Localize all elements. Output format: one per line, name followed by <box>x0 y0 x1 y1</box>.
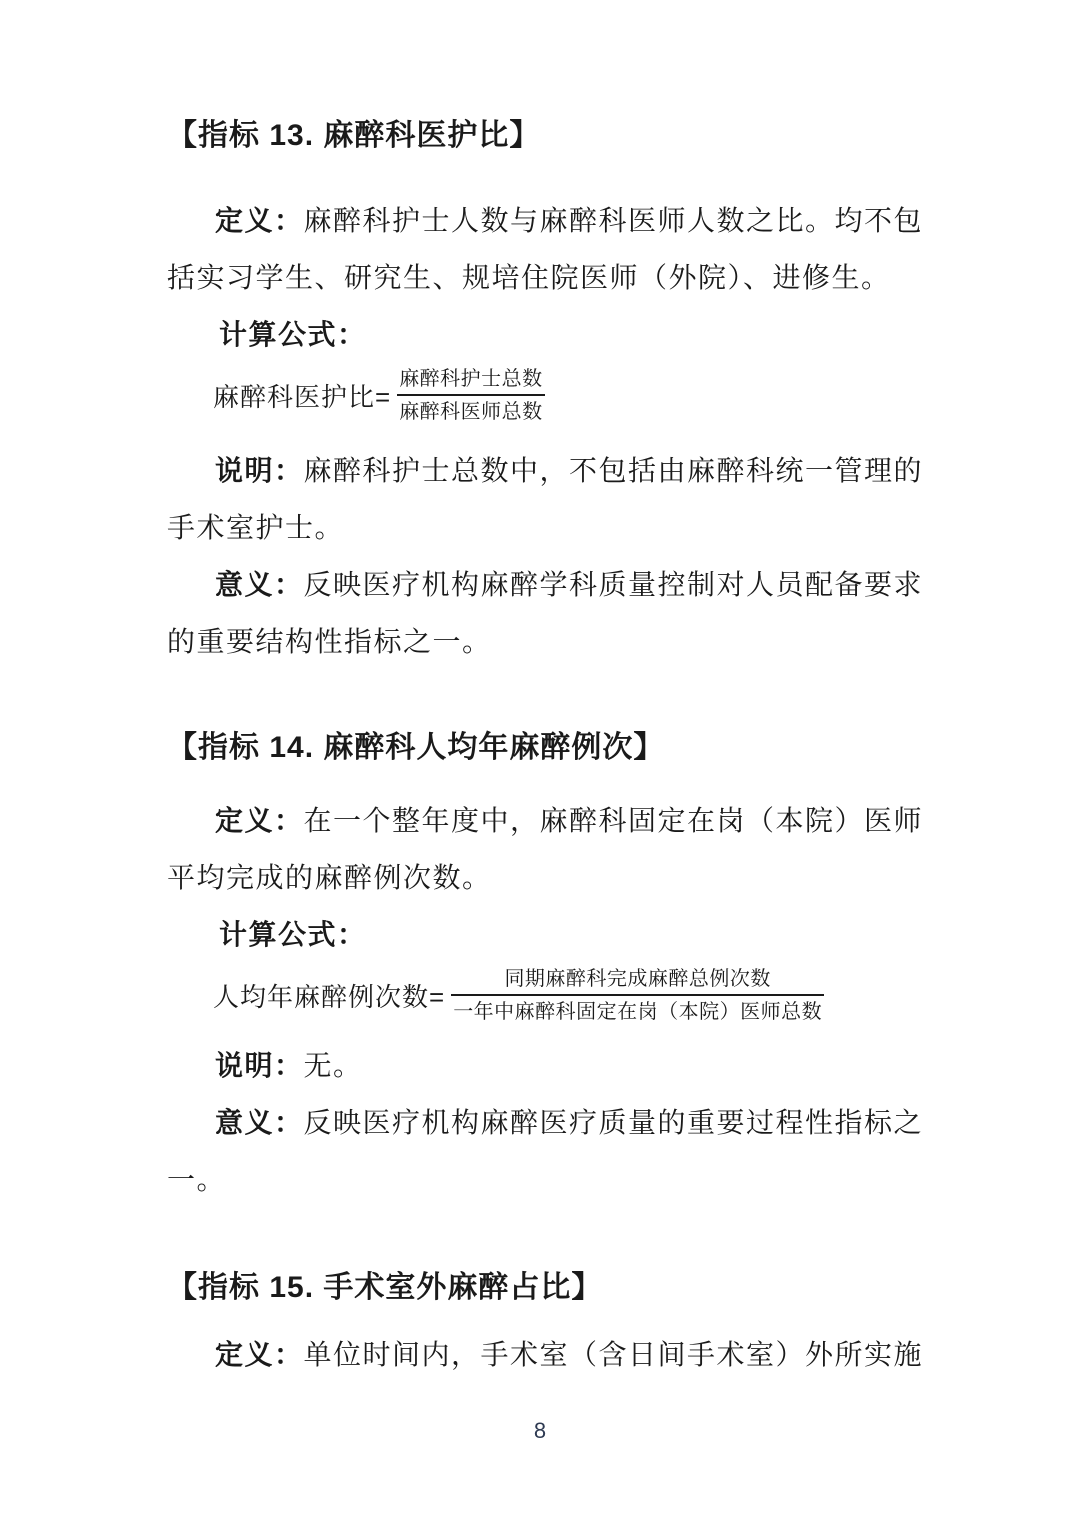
indicator-14-note <box>167 1037 932 1094</box>
note-line <box>167 1037 932 1094</box>
page-number: 8 <box>533 1418 547 1443</box>
formula-label: 计算公式： <box>219 919 367 950</box>
definition-line: 括实习学生、研究生、规培住院医师（外院）、进修生。 <box>167 262 891 293</box>
definition-label: 定义： <box>215 1339 304 1370</box>
fraction-denominator: 一年中麻醉科固定在岗（本院）医师总数 <box>453 1000 823 1023</box>
fraction-numerator: 麻醉科护士总数 <box>399 367 543 390</box>
note-text: 麻醉科护士总数中，不包括由麻醉科统一管理的 <box>303 455 924 486</box>
indicator-15-section <box>167 1264 932 1383</box>
definition-text: 麻醉科护士人数与麻醉科医师人数之比。均不包 <box>303 205 924 236</box>
fraction <box>451 966 824 1025</box>
significance-label: 意义： <box>215 569 304 600</box>
definition-text: 单位时间内，手术室（含日间手术室）外所实施 <box>303 1339 924 1370</box>
indicator-14-formula <box>167 965 932 1025</box>
formula-lhs: 人均年麻醉例次数= <box>213 981 446 1012</box>
indicator-14-formula-label <box>167 906 932 963</box>
significance-line <box>167 1094 932 1151</box>
note-label: 说明： <box>215 455 304 486</box>
significance-line: 的重要结构性指标之一。 <box>167 626 492 657</box>
indicator-13-formula <box>167 365 932 425</box>
definition-line <box>167 192 932 249</box>
fraction-denominator: 麻醉科医师总数 <box>399 400 543 423</box>
significance-text: 反映医疗机构麻醉学科质量控制对人员配备要求 <box>303 569 924 600</box>
significance-label: 意义： <box>215 1107 304 1138</box>
fraction-bar <box>397 394 545 396</box>
fraction <box>397 366 545 425</box>
fraction-numerator: 同期麻醉科完成麻醉总例次数 <box>504 967 771 990</box>
formula-lhs: 麻醉科医护比= <box>213 381 392 412</box>
note-line: 手术室护士。 <box>167 512 345 543</box>
definition-line <box>167 792 932 849</box>
indicator-13-title: 【指标 13. 麻醉科医护比】 <box>167 119 541 152</box>
indicator-15-definition <box>167 1326 932 1383</box>
definition-label: 定义： <box>215 805 304 836</box>
indicator-13-formula-label <box>167 306 932 363</box>
indicator-13-section <box>167 112 932 670</box>
indicator-15-title: 【指标 15. 手术室外麻醉占比】 <box>167 1271 603 1304</box>
indicator-14-significance <box>167 1094 932 1208</box>
fraction-bar <box>451 994 824 996</box>
note-text: 无。 <box>303 1050 363 1081</box>
formula-label: 计算公式： <box>219 319 367 350</box>
definition-text: 在一个整年度中，麻醉科固定在岗（本院）医师 <box>303 805 924 836</box>
significance-line: 一。 <box>167 1164 227 1195</box>
definition-label: 定义： <box>215 205 304 236</box>
note-label: 说明： <box>215 1050 304 1081</box>
indicator-13-note <box>167 442 932 556</box>
indicator-14-title: 【指标 14. 麻醉科人均年麻醉例次】 <box>167 731 665 764</box>
definition-line <box>167 1326 932 1383</box>
indicator-13-significance <box>167 556 932 670</box>
definition-line: 平均完成的麻醉例次数。 <box>167 862 492 893</box>
significance-text: 反映医疗机构麻醉医疗质量的重要过程性指标之 <box>303 1107 924 1138</box>
indicator-13-definition <box>167 192 932 306</box>
indicator-14-definition <box>167 792 932 906</box>
indicator-14-section <box>167 724 932 1208</box>
significance-line <box>167 556 932 613</box>
note-line <box>167 442 932 499</box>
